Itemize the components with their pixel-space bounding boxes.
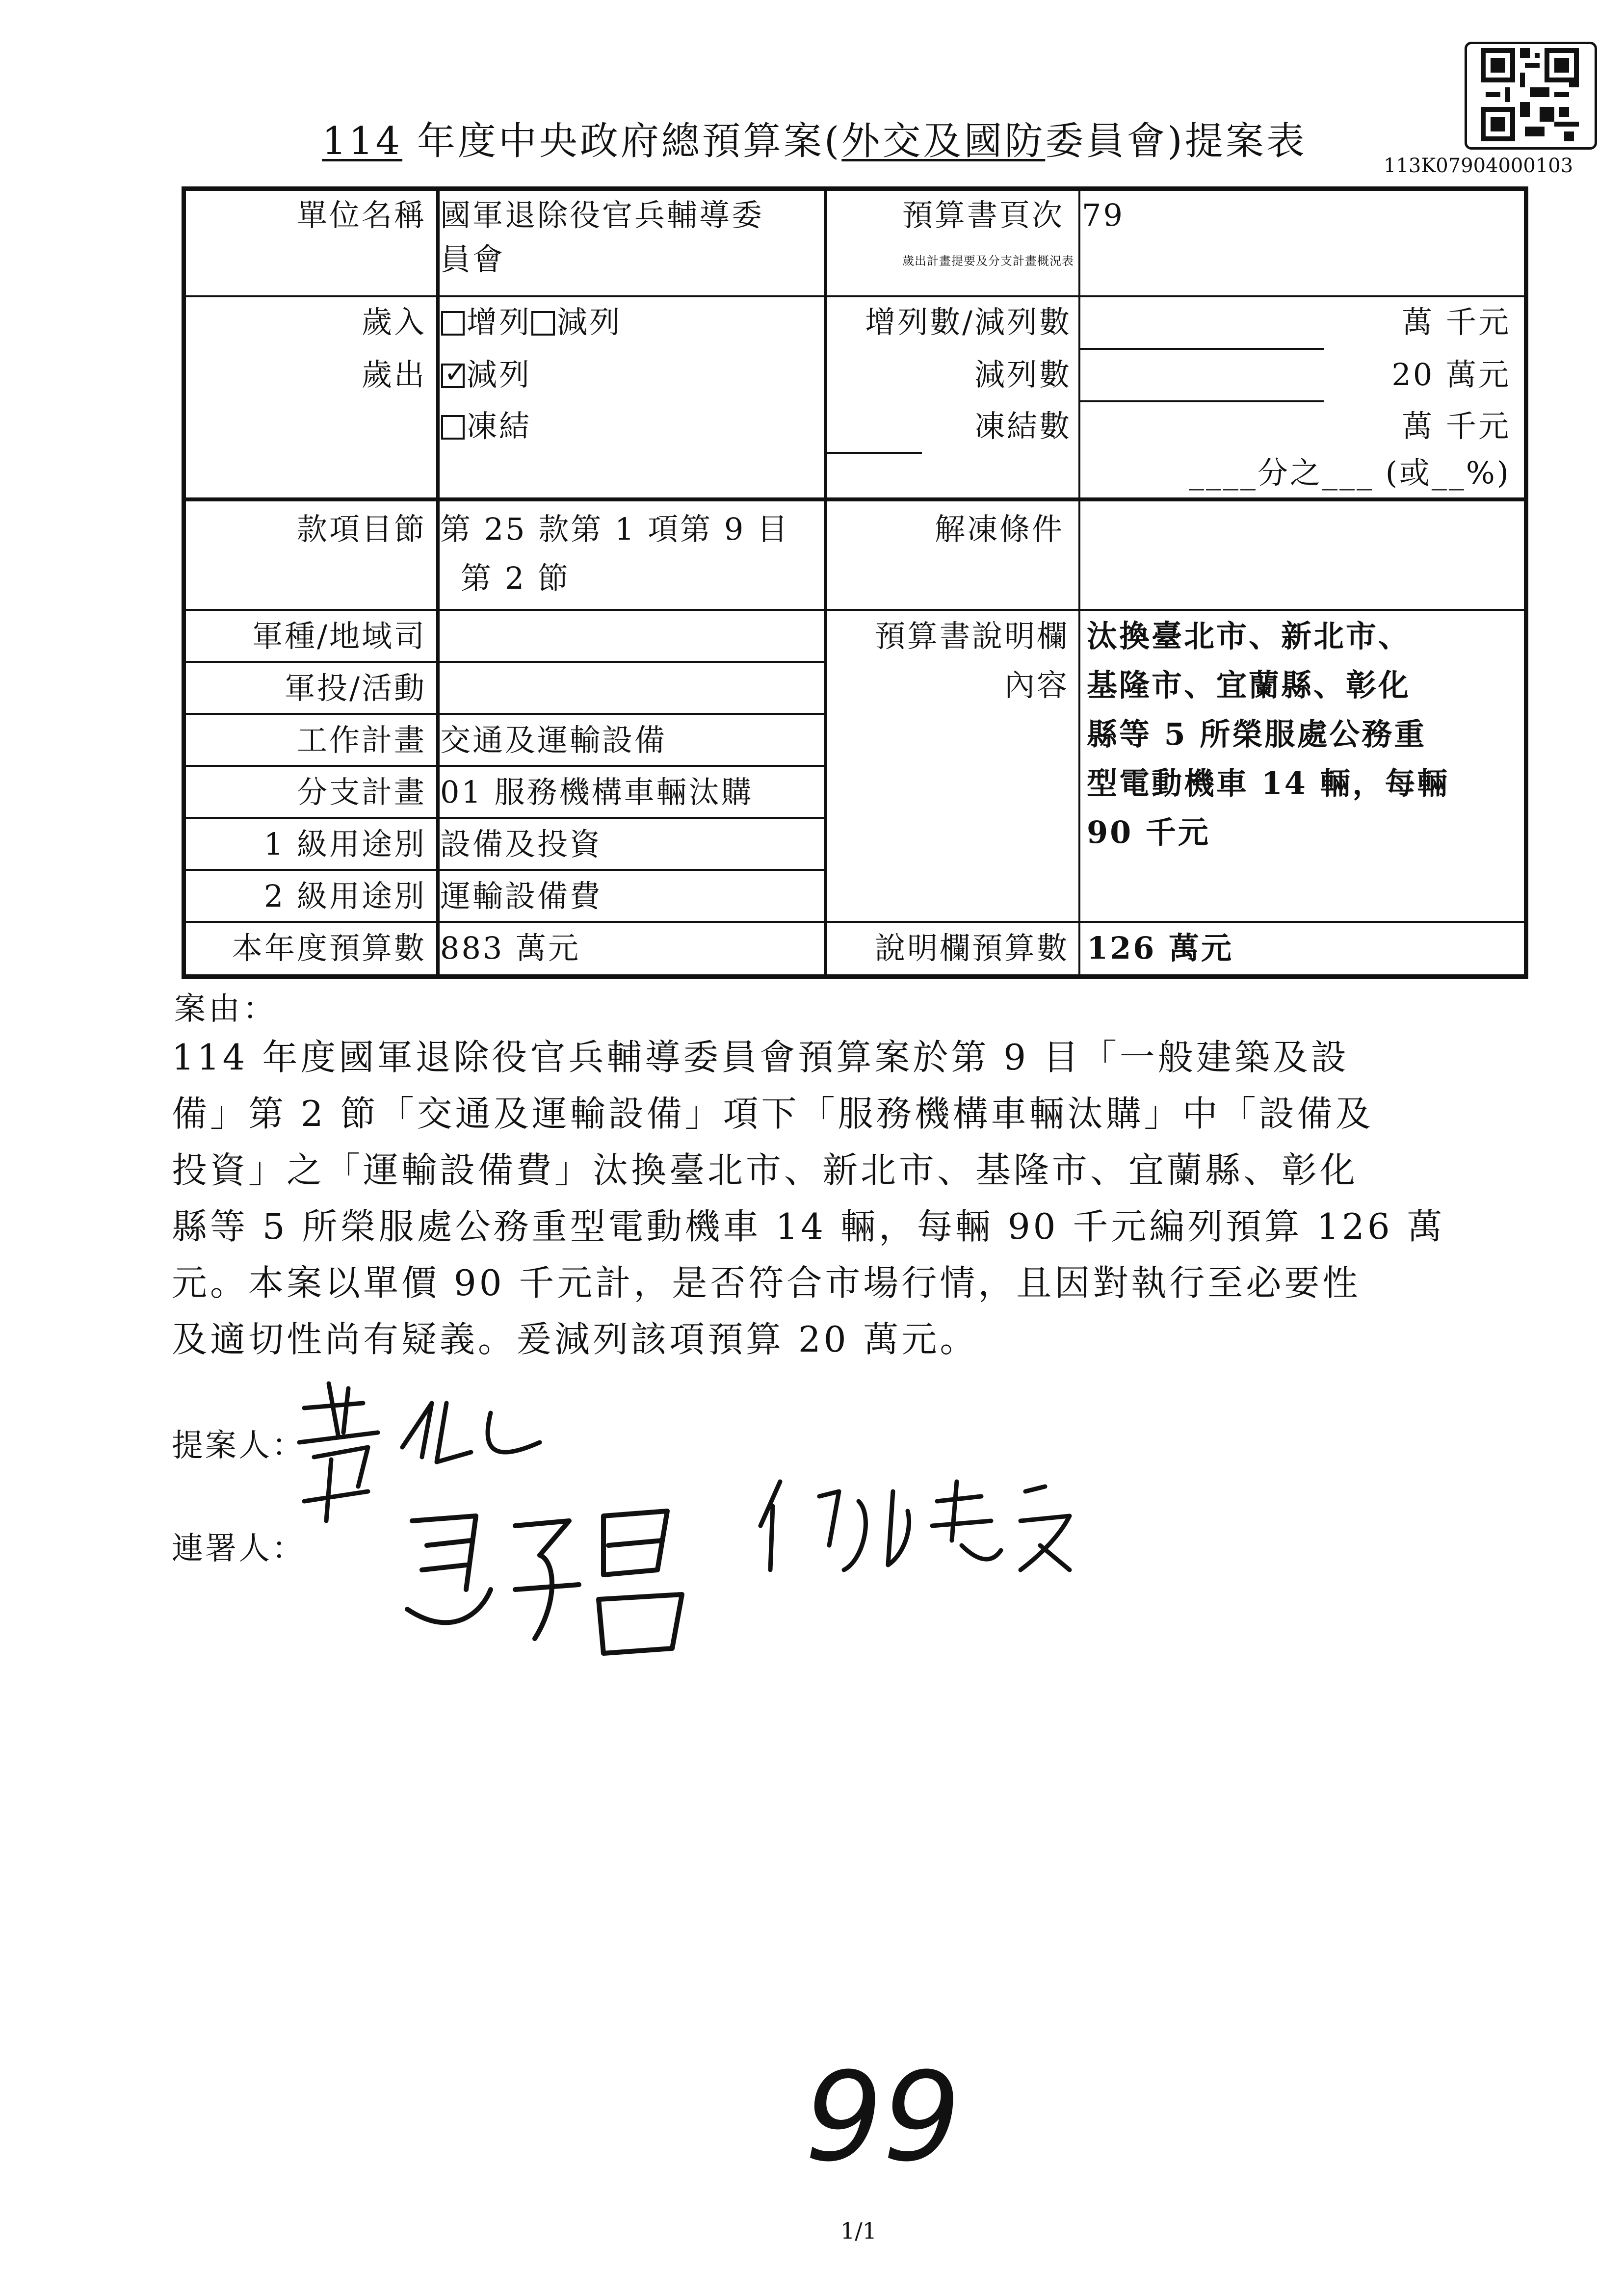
annual-budget-label: 本年度預算數: [232, 930, 426, 966]
row-divider: [186, 661, 824, 663]
reason-line-5: 元。本案以單價 90 千元計，是否符合市場行情，且因對執行至必要性: [172, 1262, 1361, 1304]
revenue-label: 歲入: [361, 304, 426, 340]
page-number-handwritten: 99: [805, 2046, 961, 2189]
branch-plan-value: 01 服務機構車輛汰購: [440, 774, 754, 810]
row-divider: [186, 713, 824, 715]
row-divider: [186, 869, 824, 871]
row-divider: [186, 817, 824, 819]
description-label-line2: 內容: [1004, 667, 1069, 703]
freeze-option: [441, 402, 531, 451]
description-line4: 型電動機車 14 輛，每輛: [1087, 765, 1450, 801]
reason-line-6: 及適切性尚有疑義。爰減列該項預算 20 萬元。: [172, 1319, 978, 1360]
item-value-line2: 第 2 節: [461, 560, 570, 596]
title-year: 114: [322, 119, 403, 163]
branch-plan-label: 分支計畫: [296, 774, 426, 810]
unit-name-label: 單位名稱: [296, 197, 426, 233]
description-line5: 90 千元: [1087, 814, 1210, 850]
work-plan-label: 工作計畫: [296, 722, 426, 758]
revenue-increase-label: 增列: [467, 304, 532, 340]
title-text-b: 委員會)提案表: [1045, 119, 1307, 163]
row-divider: [186, 497, 1524, 501]
row-divider: [1078, 348, 1324, 350]
unit-name-value-line1: 國軍退除役官兵輔導委: [440, 197, 764, 233]
cosigner-label: 連署人：: [172, 1531, 305, 1567]
reason-line-2: 備」第 2 節「交通及運輸設備」項下「服務機構車輛汰購」中「設備及: [172, 1093, 1374, 1134]
description-label-line1: 預算書說明欄: [874, 618, 1069, 654]
page-count: 1/1: [840, 2218, 877, 2244]
row-divider: [186, 609, 1524, 611]
description-budget-label: 說明欄預算數: [874, 930, 1069, 966]
level2-use-value: 運輸設備費: [440, 878, 602, 914]
description-line3: 縣等 5 所榮服處公務重: [1087, 716, 1427, 752]
qr-code-pattern: [1481, 48, 1579, 141]
freeze-ratio: ____分之___ (或__%): [1189, 455, 1511, 491]
reason-label: 案由：: [174, 991, 277, 1027]
revenue-amount-label: 增列數/減列數: [865, 304, 1072, 340]
title-committee: 外交及國防: [841, 119, 1046, 163]
row-divider: [186, 765, 824, 767]
level1-use-label: 1 級用途別: [263, 826, 426, 862]
row-divider: [824, 452, 922, 454]
decrease-amount-label: 減列數: [974, 357, 1072, 392]
reason-line-1: 114 年度國軍退除役官兵輔導委員會預算案於第 9 目「一般建築及設: [172, 1037, 1349, 1078]
proposal-form-table: [182, 186, 1528, 979]
revenue-increase-checkbox[interactable]: [441, 311, 465, 336]
expense-decrease-option: [441, 350, 531, 399]
annual-budget-value: 883 萬元: [440, 930, 581, 966]
document-id: 113K07904000103: [1384, 155, 1573, 177]
expense-decrease-checkbox[interactable]: [441, 364, 465, 388]
budget-page-label: 預算書頁次: [902, 197, 1064, 233]
row-divider: [186, 921, 1524, 923]
reason-line-4: 縣等 5 所榮服處公務重型電動機車 14 輛，每輛 90 千元編列預算 126 萬: [172, 1206, 1445, 1247]
freeze-amount-value: 萬 千元: [1402, 408, 1511, 444]
cosigner-signature-1: [393, 1491, 697, 1668]
page-title: [167, 110, 1462, 165]
cosigner-signature-2: [746, 1472, 1089, 1590]
level1-use-value: 設備及投資: [440, 826, 602, 862]
budget-page-value: 79: [1082, 197, 1125, 233]
revenue-decrease-label: 減列: [557, 304, 622, 340]
decrease-amount-value: 20 萬元: [1391, 357, 1511, 392]
military-region-label: 軍種/地域司: [252, 618, 426, 654]
description-line1: 汰換臺北市、新北市、: [1087, 618, 1411, 654]
column-divider: [1078, 191, 1080, 974]
investment-activity-label: 軍投/活動: [285, 670, 426, 706]
work-plan-value: 交通及運輸設備: [440, 722, 667, 758]
description-budget-value: 126 萬元: [1087, 930, 1234, 966]
freeze-checkbox[interactable]: [441, 415, 465, 440]
unfreeze-condition-label: 解凍條件: [934, 511, 1064, 547]
qr-code: [1465, 42, 1597, 150]
column-divider: [436, 191, 440, 974]
item-label: 款項目節: [296, 511, 426, 547]
freeze-label: 凍結: [467, 408, 532, 444]
budget-page-sublabel: 歲出計畫提要及分支計畫概況表: [902, 254, 1074, 268]
unit-name-value-line2: 員會: [440, 241, 505, 277]
description-line2: 基隆市、宜蘭縣、彰化: [1087, 667, 1411, 703]
level2-use-label: 2 級用途別: [263, 878, 426, 914]
title-text-a: 年度中央政府總預算案(: [402, 119, 842, 163]
revenue-options: [441, 298, 622, 347]
expense-decrease-label: 減列: [467, 357, 532, 392]
expense-label: 歲出: [361, 357, 426, 392]
row-divider: [186, 295, 1524, 297]
freeze-amount-label: 凍結數: [974, 408, 1072, 444]
item-value-line1: 第 25 款第 1 項第 9 目: [440, 511, 790, 547]
revenue-amount-value: 萬 千元: [1402, 304, 1511, 340]
revenue-decrease-checkbox[interactable]: [531, 311, 555, 336]
proposer-label: 提案人：: [172, 1428, 305, 1464]
reason-line-3: 投資」之「運輸設備費」汰換臺北市、新北市、基隆市、宜蘭縣、彰化: [172, 1149, 1359, 1191]
